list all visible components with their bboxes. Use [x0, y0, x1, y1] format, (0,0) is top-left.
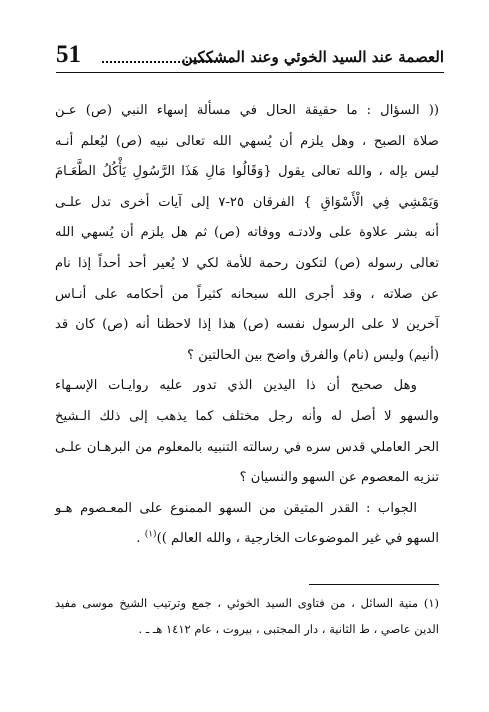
footnotes	[55, 590, 439, 642]
header-dot-leader	[102, 61, 232, 63]
body-line: تنزيه المعصوم عن السهو والنسيان ؟	[239, 470, 439, 486]
body-line-text: السهو في غير الموضوعات الخارجية ، والله العالم ))	[156, 531, 439, 547]
body-line: وهل صحيح أن ذا اليدين الذي تدور عليه روايـات الإسـهاء	[55, 378, 417, 394]
body-line: الحر العاملي قدس سره في رسالته التنبيه بالمعلوم من البرهـان علـى	[55, 439, 439, 455]
running-header-title: العصمة عند السيد الخوئي وعند المشككين	[181, 48, 444, 66]
body-line: صلاة الصبح ، وهل يلزم أن يُسهي الله تعالى نبيه (ص) ليُعلم أنـه	[55, 133, 439, 149]
body-line: تعالى رسوله (ص) لتكون رحمة للأمة لكي لا يُعير أحد أحداً إذا نام	[55, 255, 439, 271]
body-line: وَيَمْشِي فِي الْأَسْوَاقِ } الفرقان ٢٥-٧ إلى آيات أخرى تدل علـى	[55, 194, 439, 210]
body-line: (( السؤال : ما حقيقة الحال في مسألة إسهاء النبي (ص) عـن	[55, 103, 439, 118]
running-header	[56, 38, 444, 73]
body-line: آخرين لا على الرسول نفسه (ص) هذا إذا لاحظنا أنه (ص) كان قد	[55, 317, 439, 333]
body-line: ليس بإله ، والله تعالى يقول {وَقَالُوا مَالِ هَذَا الرَّسُولِ يَأْكُلُ الطَّعَـامَ	[55, 164, 439, 180]
footnote-line: (١) منية السائل ، من فتاوى السيد الخوئي ، جمع وترتيب الشيخ موسى مفيد	[55, 596, 439, 610]
footnote-separator	[309, 584, 439, 585]
body-line: (أنيم) وليس (نام) والفرق واضح بين الحالتين ؟	[187, 347, 439, 363]
body-text	[55, 96, 439, 555]
footnote-reference[interactable]: (١)	[144, 529, 157, 540]
body-line: أنه بشر علاوة على ولادتـه ووفاته (ص) ثم هل يلزم أن يُسهي الله	[55, 225, 439, 241]
body-line-last	[55, 524, 439, 555]
body-line: الجواب : القدر المتيقن من السهو الممنوع على المعـصوم هـو	[55, 500, 417, 516]
body-line-suffix: .	[136, 531, 145, 547]
footnote-line: الدين عاصي ، ط الثانية ، دار المجتبى ، بيروت ، عام ١٤١٢ هـ ـ .	[138, 622, 439, 636]
page-number: 51	[56, 41, 81, 68]
body-line: عن صلاته ، وقد أجرى الله سبحانه كثيراً من أحكامه على أنـاس	[55, 286, 439, 302]
body-line: والسهو لا أصل له وأنه رجل مختلف كما يذهب إلى ذلك الـشيخ	[55, 408, 439, 424]
